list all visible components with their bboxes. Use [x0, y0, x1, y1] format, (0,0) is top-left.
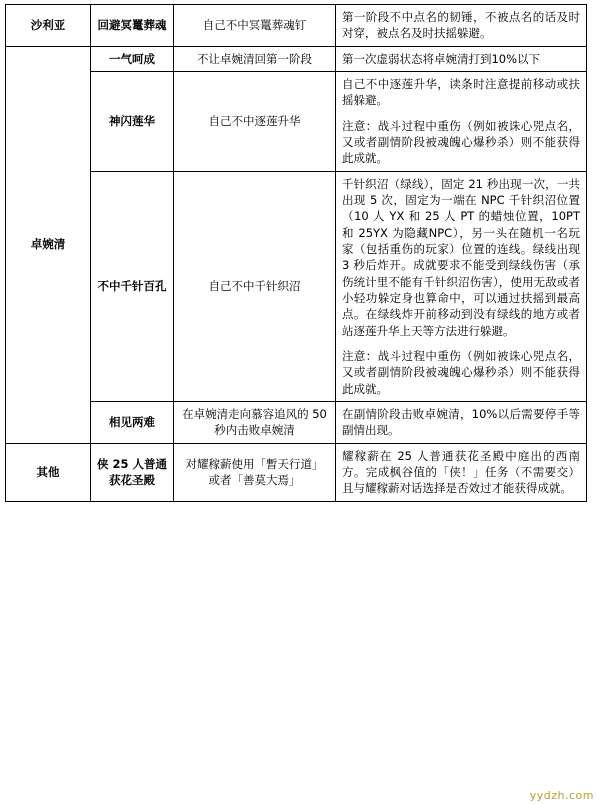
row-description — [335, 171, 586, 401]
description-paragraph: 第一阶段不中点名的韧锤，不被点名的话及时对穿，被点名及时扶摇躲避。 — [341, 10, 580, 41]
row-category: 其他 — [6, 443, 91, 501]
row-description — [335, 401, 586, 443]
row-name: 不中千针百孔 — [91, 171, 174, 401]
row-description — [335, 443, 586, 501]
row-name: 侠 25 人普通获花圣殿 — [91, 443, 174, 501]
row-name: 一气呵成 — [91, 46, 174, 71]
row-condition: 不让卓婉清回第一阶段 — [174, 46, 336, 71]
table-row — [6, 401, 587, 443]
table-row — [6, 46, 587, 71]
row-condition: 在卓婉清走向慕容追风的 50 秒内击败卓婉清 — [174, 401, 336, 443]
row-category: 沙利亚 — [6, 5, 91, 47]
description-paragraph: 自己不中逐莲升华，读条时注意提前移动或扶摇躲避。 — [341, 76, 580, 108]
row-description — [335, 5, 586, 47]
site-watermark: yydzh.com — [529, 789, 594, 802]
description-paragraph-note: 注意：战斗过程中重伤（例如被诛心兕点名，又或者副情阶段被魂魄心爆秒杀）则不能获得此成就。 — [341, 118, 580, 166]
row-name: 神闪莲华 — [91, 71, 174, 171]
row-condition: 自己不中千针织沼 — [174, 171, 336, 401]
row-name: 回避冥鼍葬魂 — [91, 5, 174, 47]
description-paragraph: 千针织沼（绿线），固定 21 秒出现一次，一共出现 5 次，固定为一端在 NPC 千针织沼位置（10 人 YX 和 25 人 PT 的蜡烛位置，10PT 和 25YX 为隐藏NPC），另一头在随机一名玩家（包括重伤的玩家）位置的连线。绿线出现 3 秒后炸开。成就要求不能受到绿线伤害（承伤统计里不能有千针织沼伤害），使用无敌或者小轻功躲定身也算命中，可以通过扶摇到最高点。在绿线炸开前移动到没有绿线的地方或者站逐莲升华上天等方法进行躲避。 — [341, 176, 580, 338]
table-row — [6, 171, 587, 401]
row-condition: 自己不中逐莲升华 — [174, 71, 336, 171]
table-row — [6, 443, 587, 501]
table-row — [6, 5, 587, 47]
description-paragraph-note: 注意：战斗过程中重伤（例如被诛心兕点名，又或者副情阶段被魂魄心爆秒杀）则不能获得此成就。 — [341, 348, 580, 396]
row-description — [335, 46, 586, 71]
row-description — [335, 71, 586, 171]
row-category: 卓婉清 — [6, 46, 91, 443]
row-condition: 对耀稼薪使用「暫天行道」或者「善莫大焉」 — [174, 443, 336, 501]
description-paragraph: 耀稼薪在 25 人普通获花圣殿中庭出的西南方。完成枫谷值的「侠！」任务（不需要交）且与耀稼薪对话选择是否效过才能获得成就。 — [341, 448, 580, 496]
achievement-table — [5, 4, 587, 502]
table-row — [6, 71, 587, 171]
description-paragraph: 第一次虚弱状态将卓婉清打到10%以下 — [341, 51, 541, 66]
description-paragraph: 在副情阶段击败卓婉清，10%以后需要停手等副情出现。 — [341, 406, 580, 438]
row-name: 相见两难 — [91, 401, 174, 443]
row-condition: 自己不中冥鼍葬魂钉 — [174, 5, 336, 47]
achievement-table-page — [0, 4, 600, 804]
